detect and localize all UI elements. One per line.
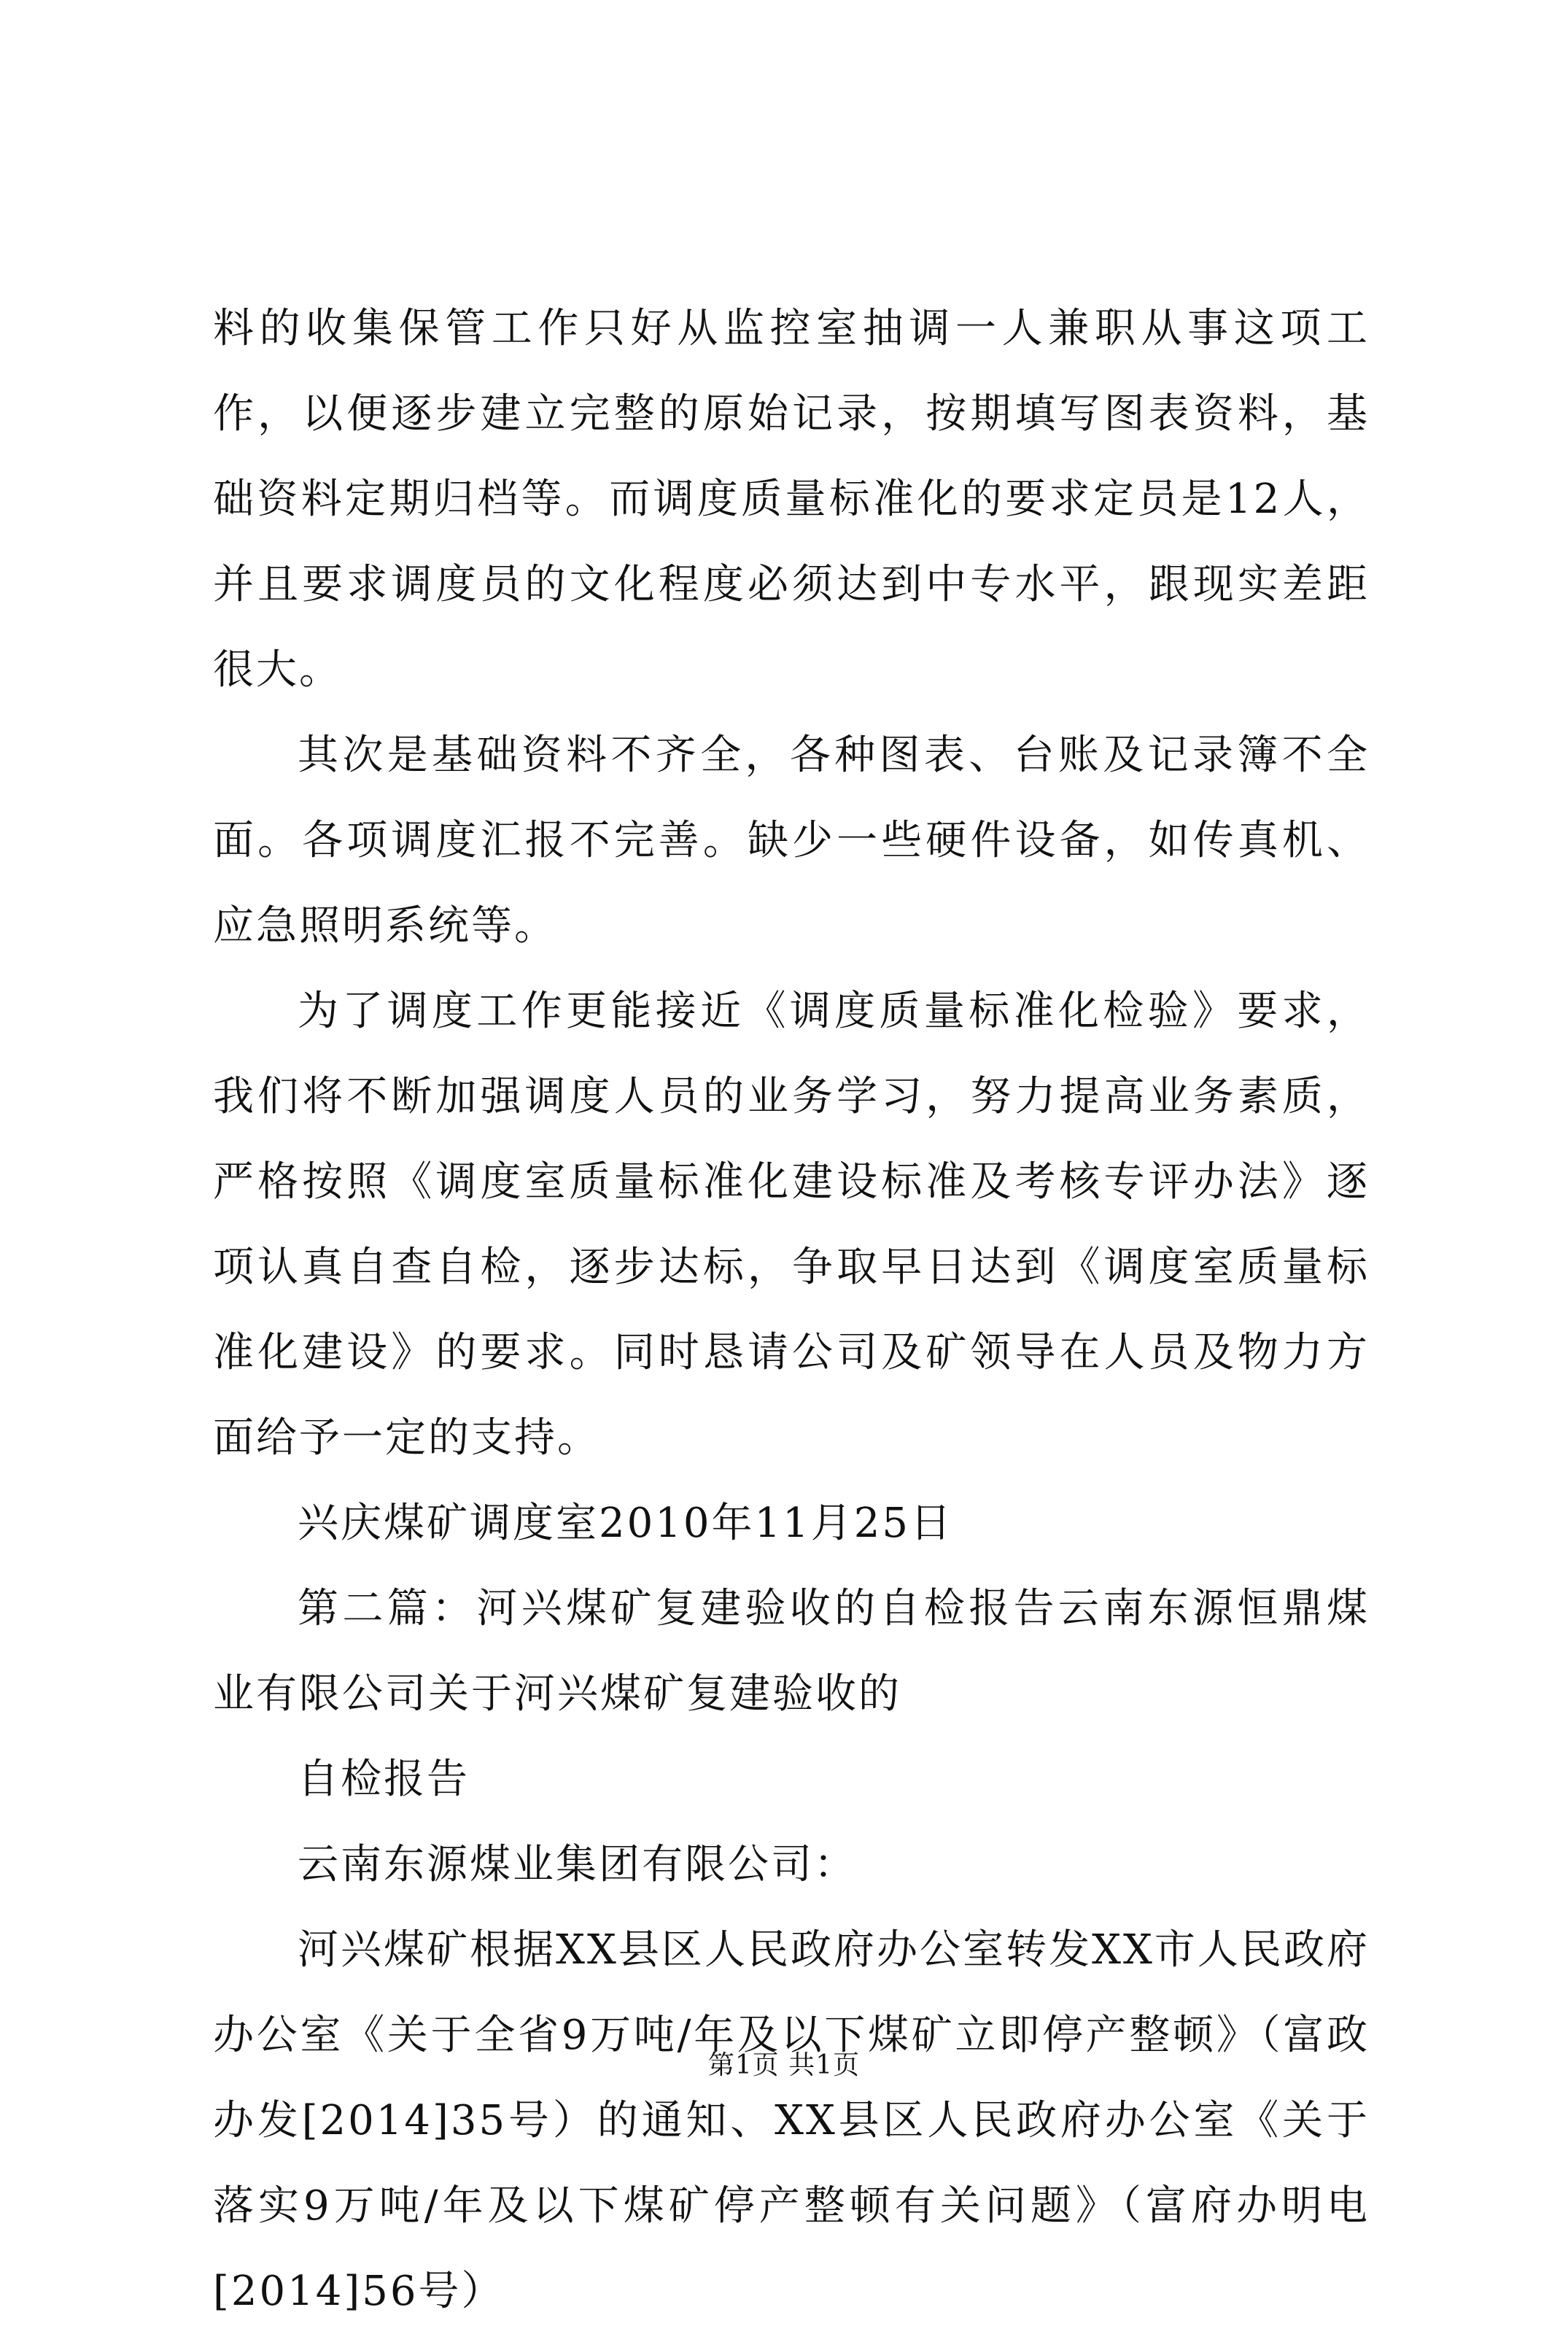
addressee: 云南东源煤业集团有限公司： bbox=[298, 1841, 857, 1888]
document-body bbox=[213, 286, 1370, 2334]
page-footer: 第1页 共1页 bbox=[707, 2050, 861, 2080]
paragraph: 其次是基础资料不齐全，各种图表、台账及记录簿不全面。各项调度汇报不完善。缺少一些硬件设备，如传真机、应急照明系统等。 bbox=[213, 732, 1370, 950]
signature-date-line: 兴庆煤矿调度室2010年11月25日 bbox=[298, 1500, 954, 1547]
paragraph: 河兴煤矿根据XX县区人民政府办公室转发XX市人民政府办公室《关于全省9万吨/年及以下煤矿立即停产整顿》（富政办发[2014]35号）的通知、XX县区人民政府办公室《关于落实9万吨/年及以下煤矿停产整顿有关问题》（富府办明电[2014]56号） bbox=[213, 1926, 1370, 2315]
section-heading: 第二篇：河兴煤矿复建验收的自检报告云南东源恒鼎煤业有限公司关于河兴煤矿复建验收的 bbox=[213, 1585, 1370, 1718]
paragraph: 为了调度工作更能接近《调度质量标准化检验》要求，我们将不断加强调度人员的业务学习，努力提高业务素质，严格按照《调度室质量标准化建设标准及考核专评办法》逐项认真自查自检，逐步达标，争取早日达到《调度室质量标准化建设》的要求。同时恳请公司及矿领导在人员及物力方面给予一定的支持。 bbox=[213, 988, 1370, 1462]
paragraph: 料的收集保管工作只好从监控室抽调一人兼职从事这项工作，以便逐步建立完整的原始记录，按期填写图表资料，基础资料定期归档等。而调度质量标准化的要求定员是12人，并且要求调度员的文化程度必须达到中专水平，跟现实差距很大。 bbox=[213, 305, 1370, 694]
report-title: 自检报告 bbox=[298, 1756, 470, 1803]
